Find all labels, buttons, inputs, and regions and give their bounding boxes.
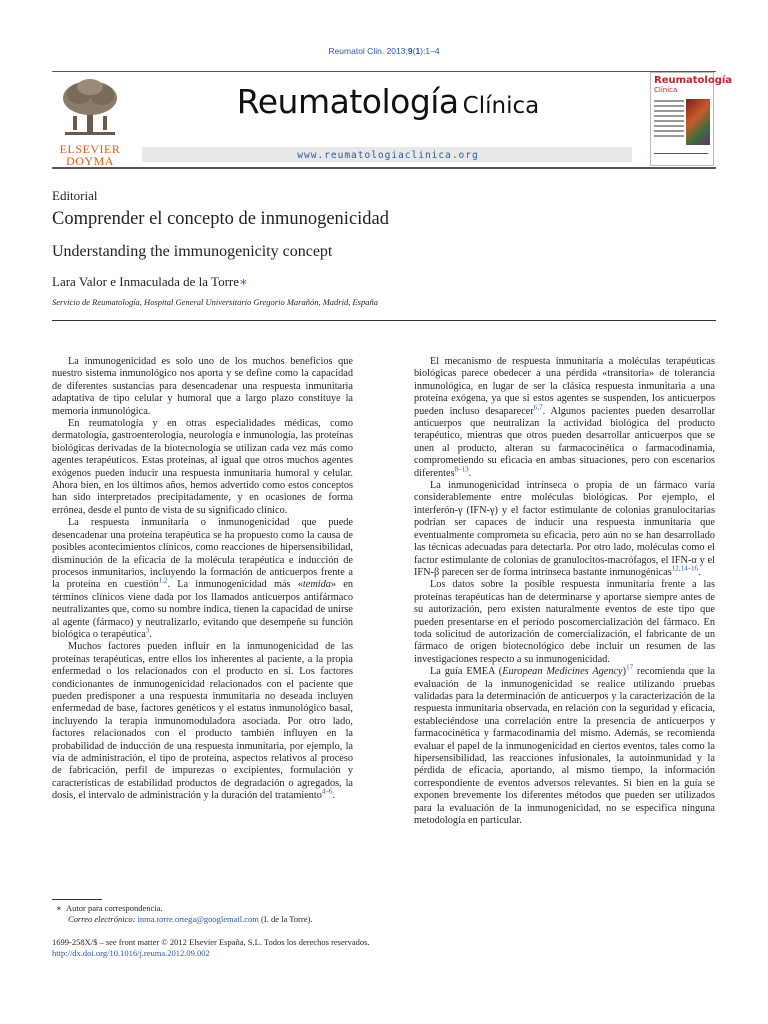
header-divider bbox=[52, 320, 716, 321]
journal-name: Reumatología bbox=[236, 82, 459, 121]
paragraph: El mecanismo de respuesta inmunitaria a moléculas terapéuticas biológicas parece obedecer a una pérdida «transitoria» de tolerancia inmunológica, en lugar de ser la clásica respuesta inmunitaria a una proteína exógena, ya que si estos agentes se suspenden, los anticuerpos pueden incluso desaparecer$^{6,7}$. Algunos pacientes pueden desarrollar anticuerpos que neutralizan la actividad biológica del producto terapéutico, mientras que otros pueden desarrollar anticuerpos que se unen al producto, alteran su farmacocinética o farmacodinamia, comprometiendo su eficacia en ambas situaciones, pero con escenarios diferentes$^{8-13}$. bbox=[414, 356, 716, 479]
article-section: Editorial bbox=[52, 188, 98, 203]
paragraph: La guía EMEA (European Medicines Agency)$^{17}$ recomienda que la evaluación de la inmunogenicidad se realice utilizando pruebas validadas para la determinación de anticuerpos y la caracterización de la respuesta inmunitaria observada, en relación con la seguridad y eficacia, estableciéndose una correlación entre la presencia de anticuerpos y farmacocinética y farmacodinamia del mismo. Además, se recomienda evaluar el papel de la inmunogenicidad en ciertos eventos, tales como la hipersensibilidad, las reacciones infusionales, la autoinmunidad y la pérdida de eficacia, aportando, al mismo tiempo, la información correspondiente de eventos adversos relevantes. Si bien en la guía se exponen brevemente los diferentes métodos que pueden ser utilizados para la evaluación de la inmunogenicidad, no se especifica ninguna metodología en particular. bbox=[414, 663, 715, 827]
author-names: Lara Valor e Inmaculada de la Torre bbox=[52, 274, 240, 289]
copyright-line: 1699-258X/$ – see front matter © 2012 Elsevier España, S.L. Todos los derechos reservados. bbox=[52, 937, 370, 947]
reference-link[interactable]: 1,2 bbox=[158, 576, 168, 585]
cover-image bbox=[686, 99, 710, 145]
correspondence-mark[interactable]: ∗ bbox=[239, 274, 248, 289]
paragraph: En reumatología y en otras especialidades médicas, como dermatología, gastroenterología, neurología e inmunología, las proteínas biológicas derivadas de la biotecnología se utilizan cada vez más como agentes terapéuticos. Estas proteínas, al igual que otros muchos agentes exógenos pueden inducir una respuesta inmunitaria humoral y celular. Ahora bien, en los últimos años, hemos advertido como estos conceptos han sido interpretados precipitadamente, y en ocasiones de forma errónea, desde el punto de vista de su significado clínico. bbox=[52, 418, 353, 516]
cover-subtitle: Clínica bbox=[654, 86, 678, 94]
citation-year: 2013 bbox=[386, 46, 406, 56]
email-label: Correo electrónico: bbox=[68, 914, 136, 924]
journal-title bbox=[148, 82, 628, 121]
reference-link[interactable]: 12,14–16 bbox=[671, 564, 698, 573]
reference-link[interactable]: 8–13 bbox=[454, 465, 469, 474]
cover-footer bbox=[654, 153, 708, 162]
paragraph: La inmunogenicidad es solo uno de los muchos beneficios que nuestro sistema inmunológico nos aporta y se define como la capacidad de diferentes sustancias para desencadenar una respuesta inmunitaria adaptativa de tipo celular y humoral que a largo plazo constituye la memoria inmunológica. bbox=[52, 356, 353, 417]
reference-link[interactable]: 3 bbox=[145, 626, 150, 635]
citation-pages: :1–4 bbox=[423, 46, 440, 56]
footnote-divider bbox=[52, 899, 102, 900]
journal-masthead bbox=[52, 71, 733, 169]
email-suffix: (I. de la Torre). bbox=[258, 914, 313, 924]
reference-link[interactable]: 17 bbox=[626, 663, 634, 672]
reference-link[interactable]: 6,7 bbox=[533, 403, 543, 412]
article-title-english: Understanding the immunogenicity concept bbox=[52, 243, 333, 260]
footnote-text: Autor para correspondencia. bbox=[66, 903, 163, 913]
elsevier-tree-icon bbox=[59, 78, 121, 138]
article-title: Comprender el concepto de inmunogenicidad bbox=[52, 209, 390, 229]
author-email-link[interactable]: inma.torre.ortega@googlemail.com bbox=[137, 914, 259, 924]
author-affiliation: Servicio de Reumatología, Hospital General Universitario Gregorio Marañón, Madrid, España bbox=[52, 297, 378, 307]
paragraph: La respuesta inmunitaria o inmunogenicidad que puede desencadenar una proteína terapéutica se ha propuesto como la causa de posibles acontecimientos clínicos, como reacciones de hipersensibilidad, disminución de la eficacia de la molécula terapéutica e inducción de procesos inmunitarios, incluyendo la formación de anticuerpos frente a la proteína en cuestión$^{1,2}$. La inmunogenicidad más «temida» en términos clínicos viene dada por los llamados anticuerpos antifármaco neutralizantes que, como su nombre indica, tienen la capacidad de unirse al agente (fármaco) y neutralizarlo, evitando que desempeñe su función biológica o terapéutica$^3$. bbox=[52, 517, 353, 640]
paragraph: Muchos factores pueden influir en la inmunogenicidad de las proteínas terapéuticas, entre ellos los inherentes al paciente, a la propia enfermedad o los relacionados con el producto en sí. Los factores condicionantes de inmunogenicidad relacionados con el paciente que pueden predisponer a una respuesta inmunitaria no deseada incluyen enfermedad de base, factores genéticos y el estatus inmunológico basal, incluyendo la terapia inmunomoduladora asociada. Por otro lado, factores relacionados con el producto también influyen en la probabilidad de inducción de una respuesta inmunitaria, por ejemplo, la vía de administración, el tipo de proteína, aspectos relativos al proceso de fabricación, perfil de impurezas o excipientes, formulación y características de estabilidad productos de degradación o agregados, la dosis, el intervalo de administración y la duración del tratamiento$^{4-6}$. bbox=[52, 641, 353, 802]
citation-volume: 9 bbox=[407, 46, 413, 56]
paragraph: Los datos sobre la posible respuesta inmunitaria frente a las proteínas terapéuticas han de determinarse y aportarse siempre antes de su autorización, pero existen naturalmente eventos de este tipo que pueden presentarse en el período poscomercialización del fármaco. En toda solicitud de autorización de comercialización, el fabricante de un fármaco de origen biotecnológico debe incluir un resumen de las investigaciones respecto a su inmunogenicidad. bbox=[414, 579, 715, 665]
journal-cover-thumbnail bbox=[650, 72, 733, 166]
publisher-name-2: DOYMA bbox=[66, 154, 114, 168]
doi-link[interactable]: http://dx.doi.org/10.1016/j.reuma.2012.09.002 bbox=[52, 948, 210, 958]
journal-subtitle: Clínica bbox=[462, 93, 540, 119]
paragraph: La inmunogenicidad intrínseca o propia de un fármaco varía considerablemente entre moléculas biológicas. Por ejemplo, el interferón-γ (IFN-γ) y el factor estimulante de colonias granulocitarias podrían ser capaces de inducir una respuesta inmunitaria que eventualmente comprometa su eficacia, pero aún no se han desarrollado las técnicas adecuadas para detectarla. Por otro lado, moléculas como el factor estimulante de colonias de granulocitos-macrófagos, el IFN-α y el IFN-β parecen ser de forma intrínseca bastante inmunogénicas$^{12,14-16}$. bbox=[414, 480, 715, 578]
copyright-block bbox=[52, 937, 370, 959]
citation-issue: 1 bbox=[415, 46, 421, 56]
citation-journal: Reumatol Clin. bbox=[328, 46, 385, 56]
footnote-mark: ∗ bbox=[56, 903, 62, 913]
correspondence-footnote bbox=[52, 903, 312, 925]
body-column-left bbox=[52, 356, 353, 803]
publisher-name: ELSEVIER bbox=[59, 142, 121, 156]
journal-url[interactable]: www.reumatologiaclinica.org bbox=[297, 150, 479, 161]
reference-link[interactable]: 4–6 bbox=[321, 787, 333, 796]
journal-citation: Reumatol Clin. 2013;9(1):1–4 bbox=[328, 46, 440, 56]
elsevier-logo bbox=[52, 78, 128, 168]
cover-title: Reumatología bbox=[654, 75, 733, 86]
body-column-right bbox=[414, 356, 715, 827]
article-authors bbox=[52, 274, 248, 290]
cover-text-lines bbox=[654, 100, 684, 140]
